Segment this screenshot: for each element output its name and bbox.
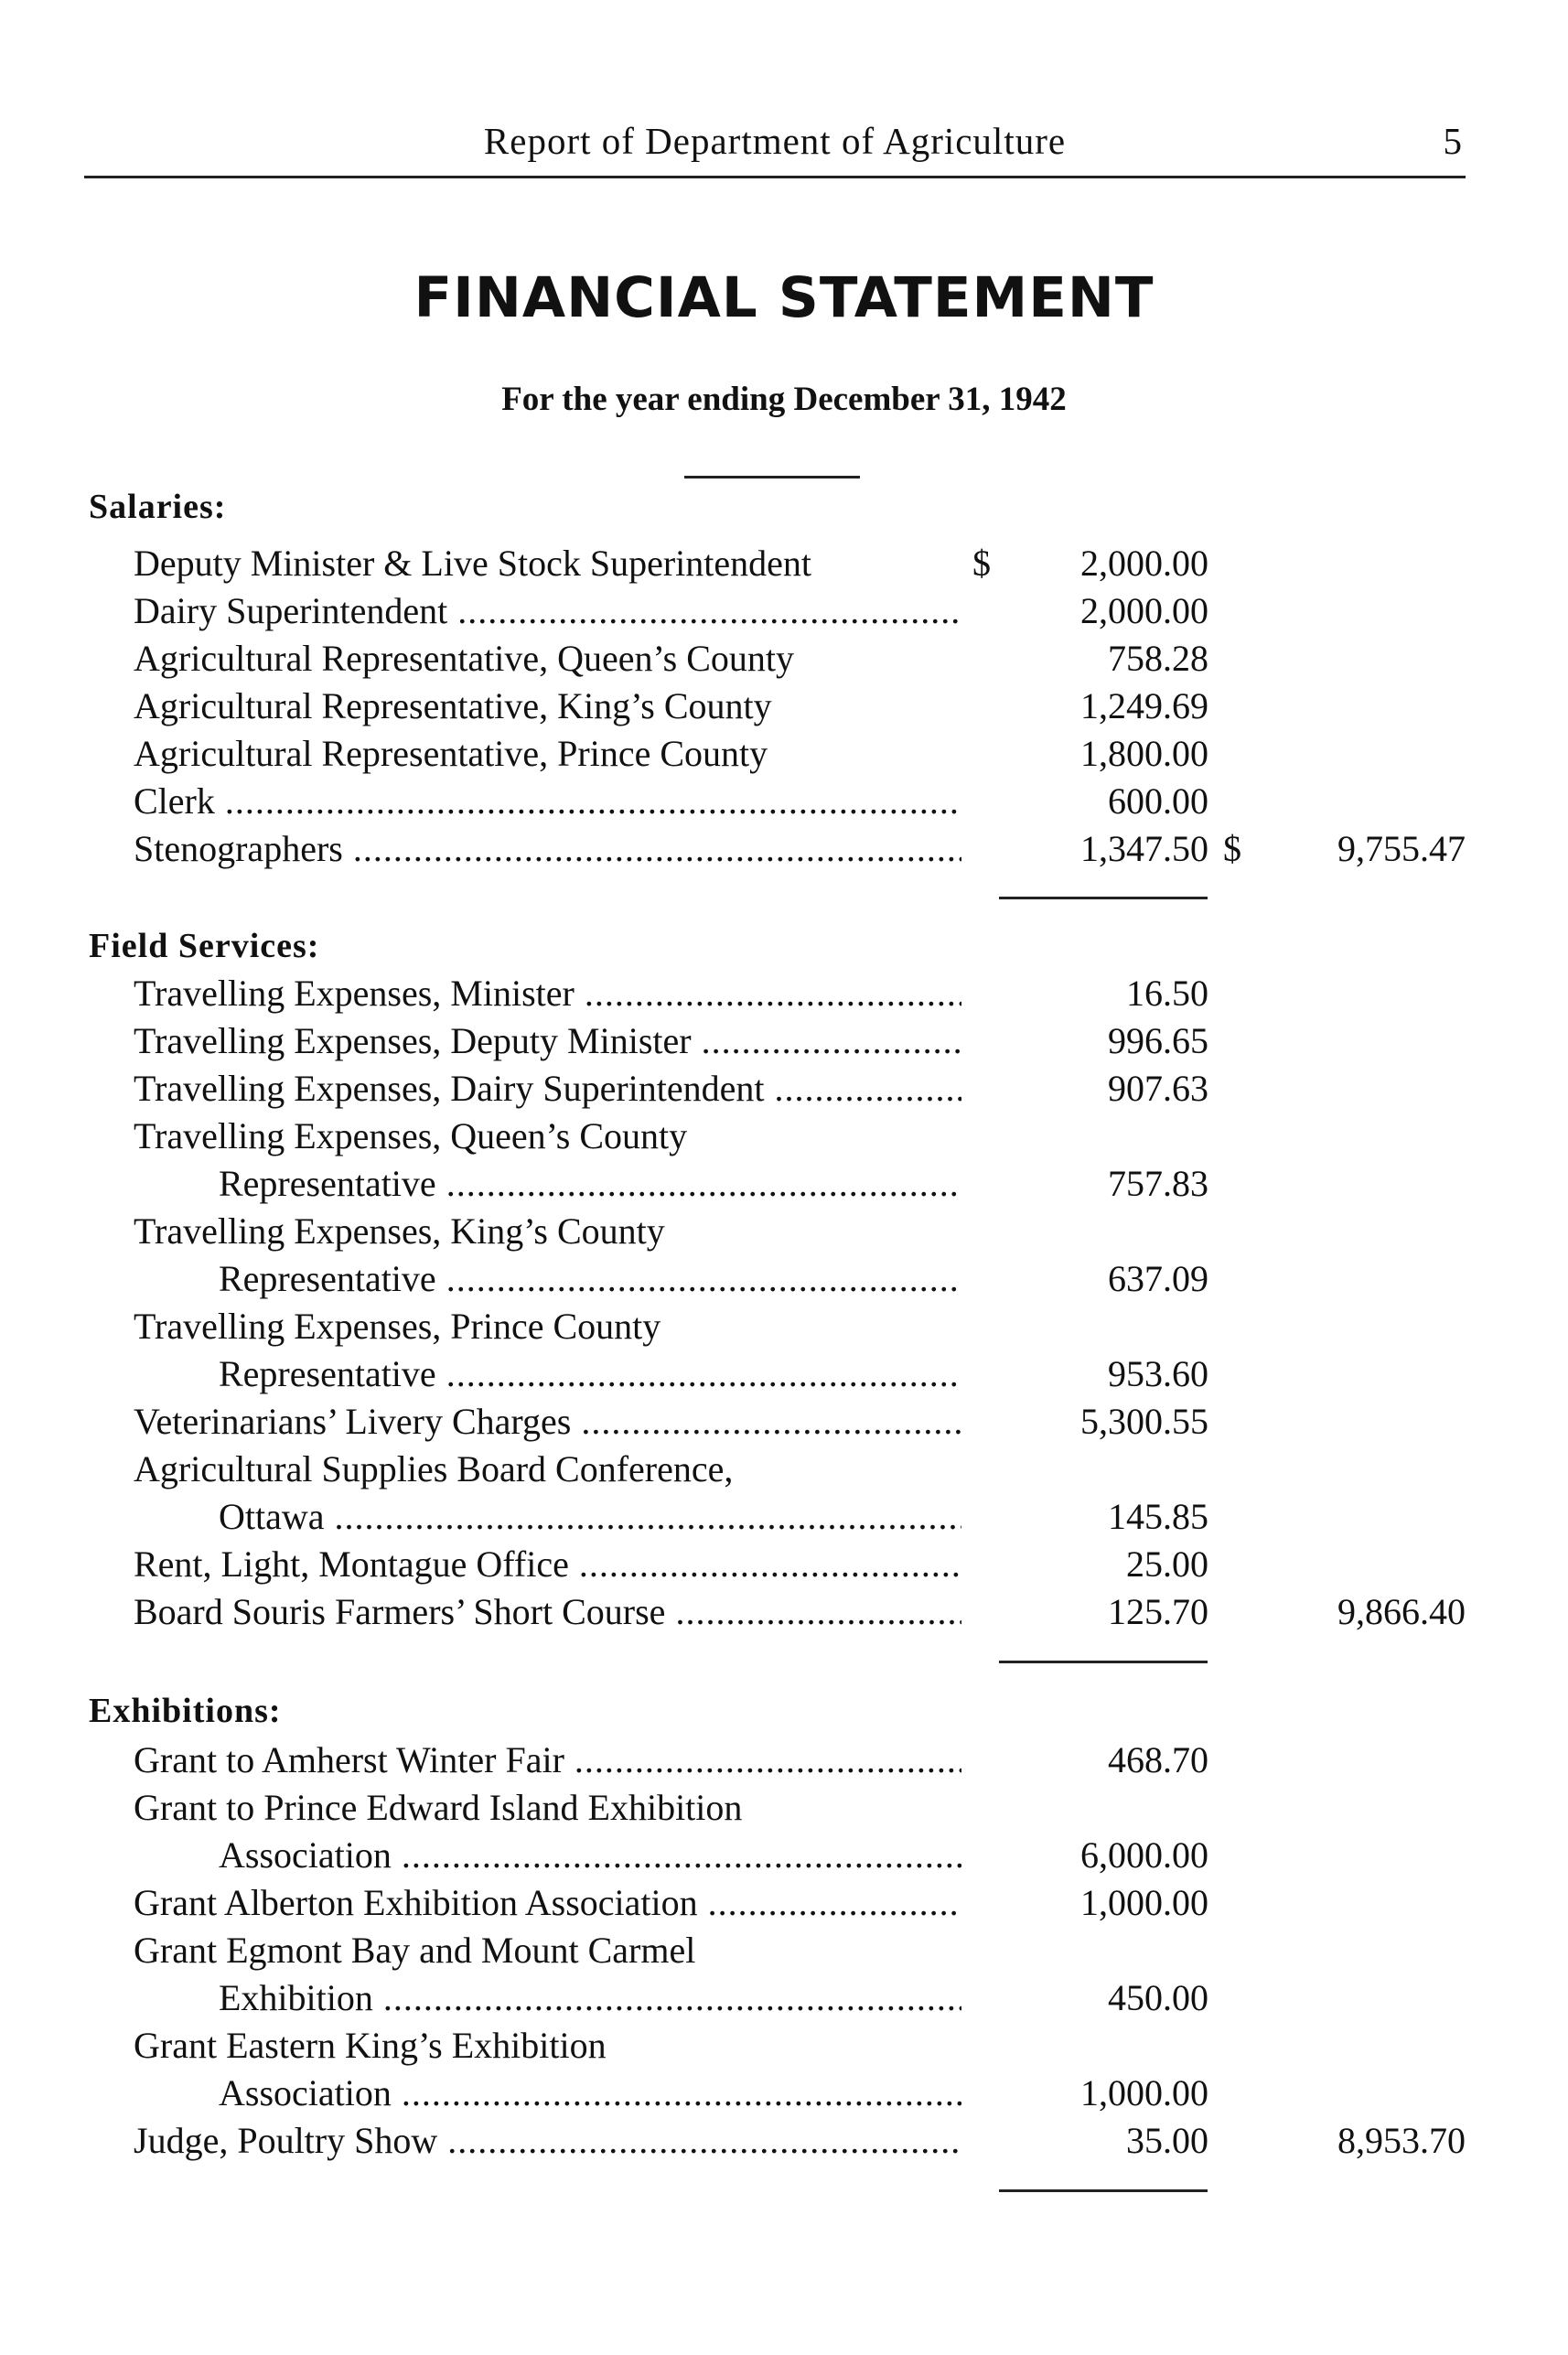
line-item: [0, 1738, 1568, 1786]
header-title: Report of Department of Agriculture: [483, 120, 1067, 162]
line-item: [0, 1257, 1568, 1305]
line-item: [0, 2071, 1568, 2119]
line-item: [0, 1305, 1568, 1352]
line-item: [0, 1543, 1568, 1590]
line-description: Grant Eastern King’s Exhibition: [134, 2025, 607, 2066]
line-amount: 600.00: [1108, 780, 1208, 822]
section-total: 8,953.70: [1337, 2120, 1466, 2161]
section-heading-field-services: Field Services:: [89, 927, 320, 965]
line-description: Exhibition .....: [219, 1976, 961, 2019]
line-description: Agricultural Supplies Board Conference,: [134, 1448, 734, 1489]
line-item: [0, 2024, 1568, 2071]
line-amount: 125.70: [1108, 1591, 1208, 1632]
line-description: Deputy Minister & Live Stock Superintendent: [134, 543, 811, 584]
line-description: Agricultural Representative, King’s County: [134, 685, 772, 726]
line-amount: 468.70: [1108, 1739, 1208, 1780]
title-rule: [684, 476, 860, 479]
line-amount: 16.50: [1126, 973, 1208, 1014]
line-description: Grant Egmont Bay and Mount Carmel: [134, 1930, 696, 1971]
subtotal-rule: [999, 897, 1208, 899]
line-description: Dairy Superintendent .....: [134, 589, 961, 632]
line-item: [0, 1162, 1568, 1210]
section-total: 9,866.40: [1337, 1591, 1466, 1632]
subtotal-rule: [999, 2189, 1208, 2192]
line-item: [0, 2119, 1568, 2167]
line-item: [0, 637, 1568, 684]
line-description: Representative .....: [219, 1352, 961, 1395]
line-description: Clerk .....: [134, 780, 961, 823]
line-item: [0, 589, 1568, 637]
line-amount: 637.09: [1108, 1258, 1208, 1299]
line-amount: 145.85: [1108, 1496, 1208, 1537]
line-amount: 1,000.00: [1080, 2072, 1208, 2113]
line-amount: 1,249.69: [1080, 685, 1208, 726]
line-description: Travelling Expenses, Queen’s County: [134, 1115, 688, 1156]
line-item: [0, 1400, 1568, 1447]
total-dollar-sign: $: [1223, 828, 1241, 869]
line-amount: 1,347.50: [1080, 828, 1208, 869]
line-amount: 450.00: [1108, 1977, 1208, 2018]
line-item: [0, 1352, 1568, 1400]
line-item: [0, 1590, 1568, 1638]
subtotal-rule: [999, 1661, 1208, 1663]
line-description: Agricultural Representative, Queen’s County: [134, 638, 795, 679]
line-item: [0, 1210, 1568, 1257]
line-amount: 758.28: [1108, 638, 1208, 679]
line-description: Association .....: [219, 1833, 961, 1876]
line-item: [0, 1495, 1568, 1543]
line-amount: 907.63: [1108, 1068, 1208, 1109]
line-description: Travelling Expenses, Dairy Superintendent .....: [134, 1067, 961, 1110]
line-item: [0, 1067, 1568, 1114]
line-amount: 2,000.00: [1080, 543, 1208, 584]
line-description: Agricultural Representative, Prince County: [134, 733, 768, 774]
line-amount: 35.00: [1126, 2120, 1208, 2161]
line-item: [0, 542, 1568, 589]
running-header: [84, 117, 1466, 178]
line-amount: 1,800.00: [1080, 733, 1208, 774]
line-item: [0, 1976, 1568, 2024]
section-heading-salaries: Salaries:: [89, 488, 227, 526]
line-item: [0, 684, 1568, 732]
line-amount: 757.83: [1108, 1163, 1208, 1204]
line-amount: 25.00: [1126, 1543, 1208, 1585]
line-description: Stenographers .....: [134, 827, 961, 870]
statement-title: FINANCIAL STATEMENT: [413, 265, 1155, 330]
line-description: Travelling Expenses, Prince County: [134, 1306, 661, 1347]
line-description: Grant to Amherst Winter Fair .....: [134, 1738, 961, 1781]
line-description: Association .....: [219, 2071, 961, 2114]
line-description: Veterinarians’ Livery Charges .....: [134, 1400, 961, 1443]
statement-subtitle: For the year ending December 31, 1942: [501, 381, 1067, 418]
line-item: [0, 1447, 1568, 1495]
line-description: Travelling Expenses, Minister .....: [134, 972, 961, 1015]
dollar-sign: $: [972, 543, 991, 584]
line-description: Travelling Expenses, King’s County: [134, 1210, 665, 1252]
line-amount: 5,300.55: [1080, 1401, 1208, 1442]
line-item: [0, 1019, 1568, 1067]
line-item: [0, 972, 1568, 1019]
line-amount: 6,000.00: [1080, 1834, 1208, 1876]
line-item: [0, 732, 1568, 780]
line-amount: 1,000.00: [1080, 1882, 1208, 1923]
line-description: Board Souris Farmers’ Short Course .....: [134, 1590, 961, 1633]
line-item: [0, 1929, 1568, 1976]
line-item: [0, 1833, 1568, 1881]
line-amount: 953.60: [1108, 1353, 1208, 1394]
line-description: Ottawa .....: [219, 1495, 961, 1538]
line-description: Rent, Light, Montague Office .....: [134, 1543, 961, 1586]
line-item: [0, 780, 1568, 827]
line-item: [0, 1114, 1568, 1162]
section-heading-exhibitions: Exhibitions:: [89, 1692, 282, 1730]
line-description: Grant to Prince Edward Island Exhibition: [134, 1787, 743, 1828]
line-item: [0, 1881, 1568, 1929]
line-description: Representative .....: [219, 1257, 961, 1300]
page-number: 5: [1443, 120, 1462, 162]
section-total: 9,755.47: [1337, 828, 1466, 869]
line-description: Judge, Poultry Show .....: [134, 2119, 961, 2162]
line-amount: 996.65: [1108, 1020, 1208, 1061]
line-item: [0, 1786, 1568, 1833]
line-amount: 2,000.00: [1080, 590, 1208, 631]
line-item: [0, 827, 1568, 875]
line-description: Travelling Expenses, Deputy Minister .....: [134, 1019, 961, 1062]
line-description: Representative .....: [219, 1162, 961, 1205]
line-description: Grant Alberton Exhibition Association .....: [134, 1881, 961, 1924]
